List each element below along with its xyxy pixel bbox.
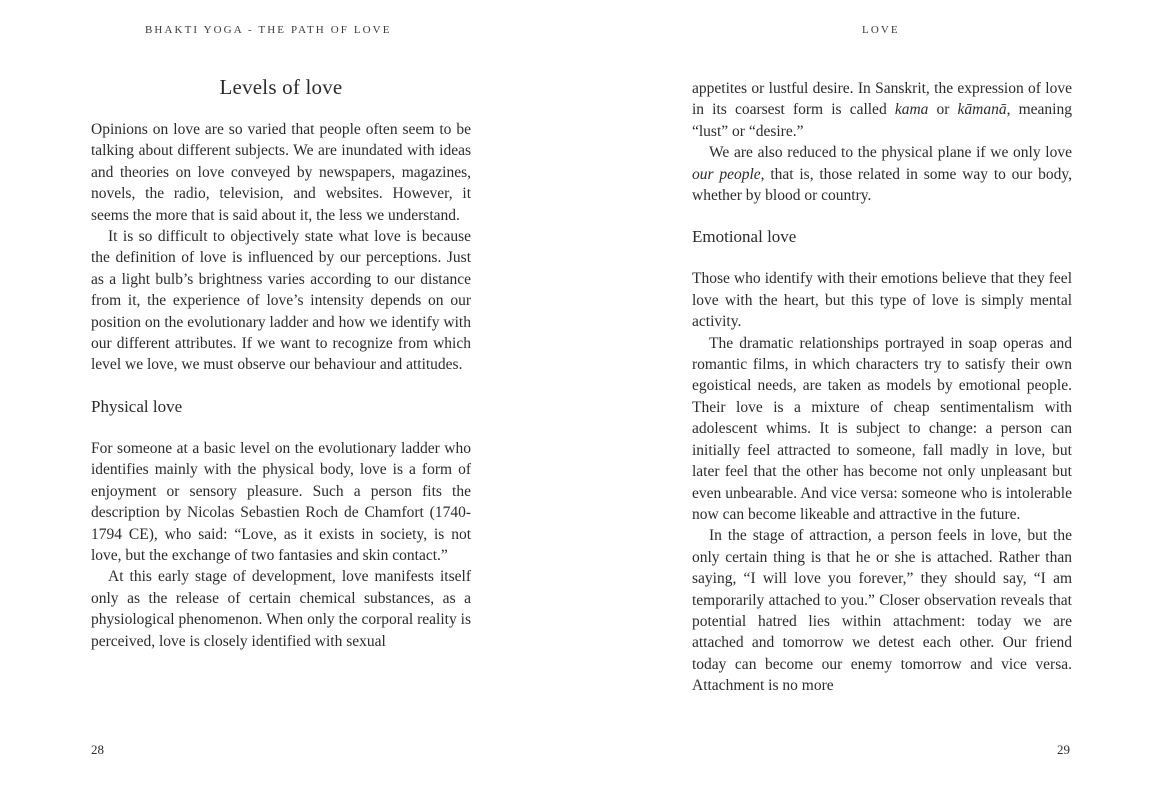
paragraph: Opinions on love are so varied that people often seem to be talking about different subjects. We are inundated with ideas and theories on love conveyed by newspapers, magazines, novels, the radio, television, and websites. However, it seems the more that is said about it, the less we understand.: [91, 121, 471, 224]
left-page: [0, 0, 579, 797]
text-run: appetites or lustful desire. In Sanskrit, the expression of love in its coarsest form is called: [692, 80, 1072, 119]
paragraph: It is so difficult to objectively state what love is because the definition of love is influenced by our perceptions. Just as a light bulb’s brightness varies according to our distance from it, the experience of love’s intensity depends on our position on the evolutionary ladder and how we identify with our different attributes. If we want to recognize from which level we love, we must observe our behaviour and attitudes.: [91, 228, 471, 374]
sanskrit-term: kama: [894, 101, 929, 119]
paragraph: The dramatic relationships portrayed in soap operas and romantic films, in which characters try to satisfy their own egoistical needs, are taken as models by emotional people. Their love is a mixture of cheap sentimentalism with adolescent whims. It is subject to change: a person can initially feel attracted to someone, fall madly in love, but later feel that the other has become not only unpleasant but even unbearable. And vice versa: someone who is intolerable now can become likeable and attractive in the future.: [692, 334, 1072, 523]
page-number-left: 28: [91, 742, 104, 757]
text-run: , that is, those related in some way to our body, whether by blood or country.: [692, 165, 1072, 205]
paragraph: Those who identify with their emotions believe that they feel love with the heart, but this type of love is simply mental activity.: [692, 270, 1072, 331]
section-heading-physical-love: Physical love: [91, 396, 183, 416]
section-heading-emotional-love: Emotional love: [692, 227, 797, 247]
text-run: , meaning “lust” or “desire.”: [692, 101, 1072, 140]
text-run: We are also reduced to the physical plane if we only love: [709, 144, 1072, 162]
sanskrit-term: kāmanā: [957, 101, 1007, 119]
left-text-block: [91, 73, 471, 652]
running-head-right: LOVE: [862, 24, 900, 36]
paragraph: In the stage of attraction, a person feels in love, but the only certain thing is that he or she is attached. Rather than saying, “I will love you forever,” they should say, “I am temporarily attached to you.” Closer observation reveals that potential hatred lies within attachment: today we are attached and tomorrow we detest each other. Our friend today can become our enemy tomorrow and vice versa. Attachment is no more: [692, 527, 1072, 695]
paragraph: [692, 78, 1072, 142]
right-page: [580, 0, 1159, 797]
paragraph: For someone at a basic level on the evolutionary ladder who identifies mainly with the physical body, love is a form of enjoyment or sensory pleasure. Such a person fits the description by Nicolas Sebastien Roch de Chamfort (1740-1794 CE), who said: “Love, as it exists in society, is not love, but the exchange of two fantasies and skin contact.”: [91, 439, 471, 564]
paragraph: At this early stage of development, love manifests itself only as the release of certain chemical substances, as a physiological phenomenon. When only the corporal reality is perceived, love is closely identified with sexual: [91, 568, 471, 650]
paragraph: [692, 142, 1072, 206]
page-number-right: 29: [1057, 742, 1070, 757]
chapter-title: Levels of love: [219, 75, 343, 99]
right-text-block: [692, 78, 1072, 697]
running-head-left: BHAKTI YOGA - THE PATH OF LOVE: [145, 24, 392, 36]
emphasis: our people: [692, 165, 761, 183]
text-run: or: [928, 101, 958, 119]
